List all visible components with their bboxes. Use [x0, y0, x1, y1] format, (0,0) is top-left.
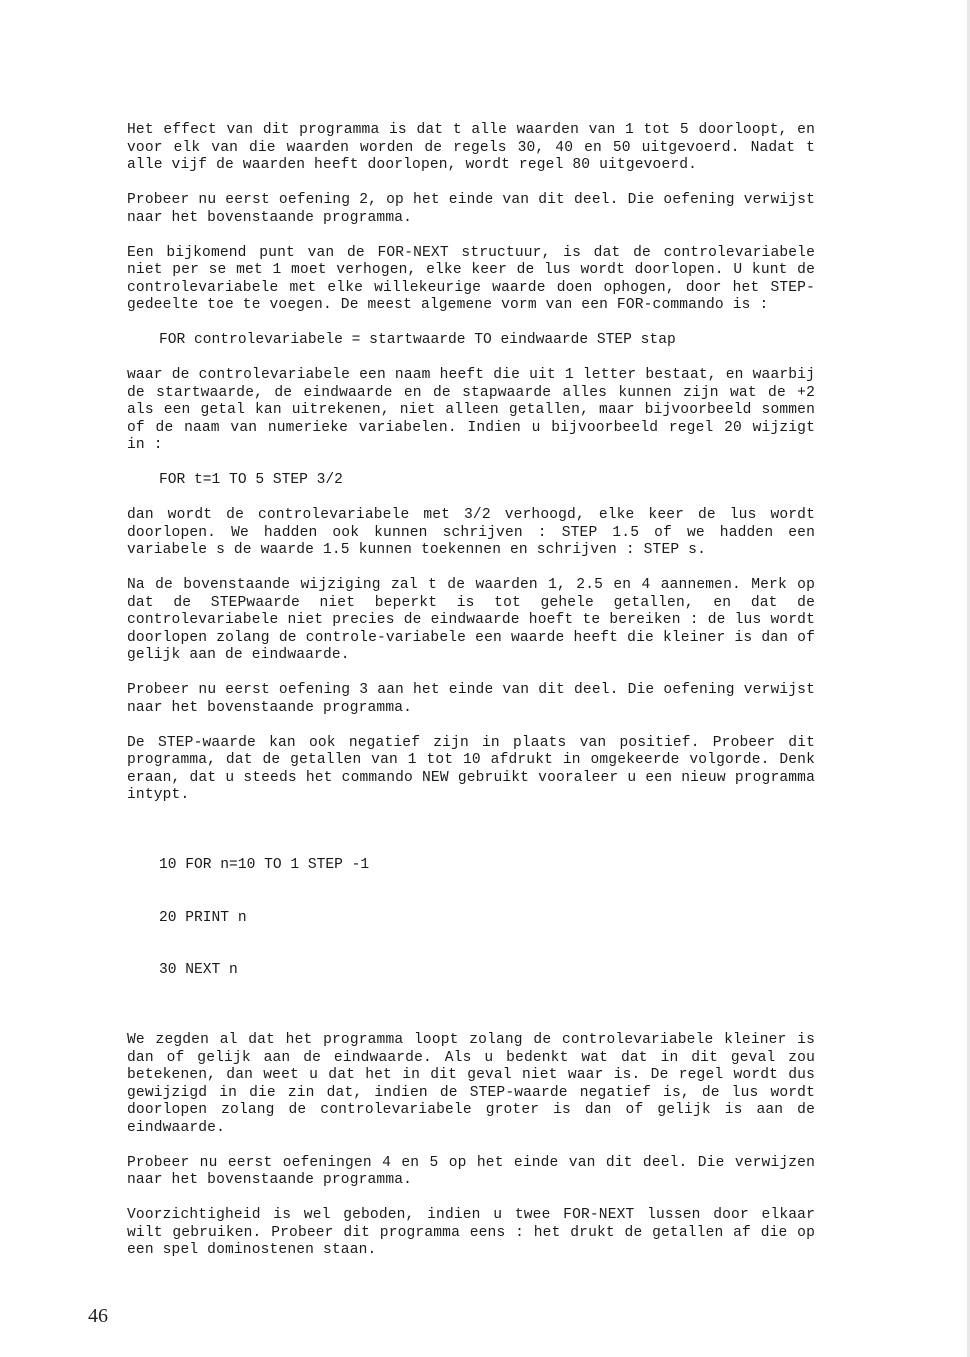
code-line: 20 PRINT n — [159, 909, 247, 926]
code-line: 10 FOR n=10 TO 1 STEP -1 — [159, 857, 370, 873]
code-line: 30 NEXT n — [159, 962, 238, 978]
paragraph-negative-step: De STEP-waarde kan ook negatief zijn in plaats van positief. Probeer dit programma, dat de getallen van 1 tot 10 afdrukt in omgekeerde volgorde. Denk eraan, dat u steeds het commando NEW gebruikt vooraleer u een nieuw programma intypt. — [127, 734, 815, 803]
paragraph-effect: Het effect van dit programma is dat t alle waarden van 1 tot 5 doorloopt, en voor elk van die waarden worden de regels 30, 40 en 50 uitgevoerd. Nadat t alle vijf de waarden heeft doorlopen, wordt regel 80 uitgevoerd. — [127, 122, 815, 173]
paragraph-step-increment: dan wordt de controlevariabele met 3/2 verhoogd, elke keer de lus wordt doorlopen. We hadden ook kunnen schrijven : STEP 1.5 of we hadden een variabele s de waarde 1.5 kunnen toekennen en schrijven : STEP s. — [127, 507, 815, 558]
page-body — [127, 122, 815, 1277]
paragraph-loop-condition: We zegden al dat het programma loopt zolang de controlevariabele kleiner is dan of gelijk aan de eindwaarde. Als u bedenkt wat dat in dit geval zou betekenen, dan weet u dat het in dit geval niet waar is. De regel wordt dus gewijzigd in die zin dat, indien de STEP-waarde negatief is, de lus wordt doorlopen zolang de controlevariabele groter is dan of gelijk is aan de eindwaarde. — [127, 1032, 815, 1136]
code-program — [159, 822, 815, 1015]
paragraph-exercise-2: Probeer nu eerst oefening 2, op het einde van dit deel. Die oefening verwijst naar het bovenstaande programma. — [127, 192, 815, 226]
code-for-syntax: FOR controlevariabele = startwaarde TO eindwaarde STEP stap — [159, 332, 676, 348]
paragraph-step-intro: Een bijkomend punt van de FOR-NEXT structuur, is dat de controlevariabele niet per se met 1 moet verhogen, elke keer de lus wordt doorlopen. U kunt de controlevariabele met elke willekeurige waarde doen ophogen, door het STEP-gedeelte toe te voegen. De meest algemene vorm van een FOR-commando is : — [127, 244, 815, 313]
page-number: 46 — [88, 1305, 108, 1327]
code-step-example: FOR t=1 TO 5 STEP 3/2 — [159, 472, 343, 488]
paragraph-nested-loops: Voorzichtigheid is wel geboden, indien u twee FOR-NEXT lussen door elkaar wilt gebruiken. Probeer dit programma eens : het drukt de getallen af die op een spel dominostenen staan. — [127, 1207, 815, 1258]
paragraph-values: Na de bovenstaande wijziging zal t de waarden 1, 2.5 en 4 aannemen. Merk op dat de STEPwaarde niet beperkt is tot gehele getallen, en dat de controlevariabele niet precies de eindwaarde hoeft te bereiken : de lus wordt doorlopen zolang de controle-variabele een waarde heeft die kleiner is dan of gelijk aan de eindwaarde. — [127, 577, 815, 663]
paragraph-exercise-3: Probeer nu eerst oefening 3 aan het einde van dit deel. Die oefening verwijst naar het bovenstaande programma. — [127, 682, 815, 716]
paragraph-exercise-4-5: Probeer nu eerst oefeningen 4 en 5 op het einde van dit deel. Die verwijzen naar het bovenstaande programma. — [127, 1154, 815, 1188]
paragraph-controlvariable: waar de controlevariabele een naam heeft die uit 1 letter bestaat, en waarbij de startwaarde, de eindwaarde en de stapwaarde alles kunnen zijn wat de +2 als een getal kan uitrekenen, niet alleen getallen, maar bijvoorbeeld sommen of de naam van numerieke variabelen. Indien u bijvoorbeeld regel 20 wijzigt in : — [127, 367, 815, 453]
